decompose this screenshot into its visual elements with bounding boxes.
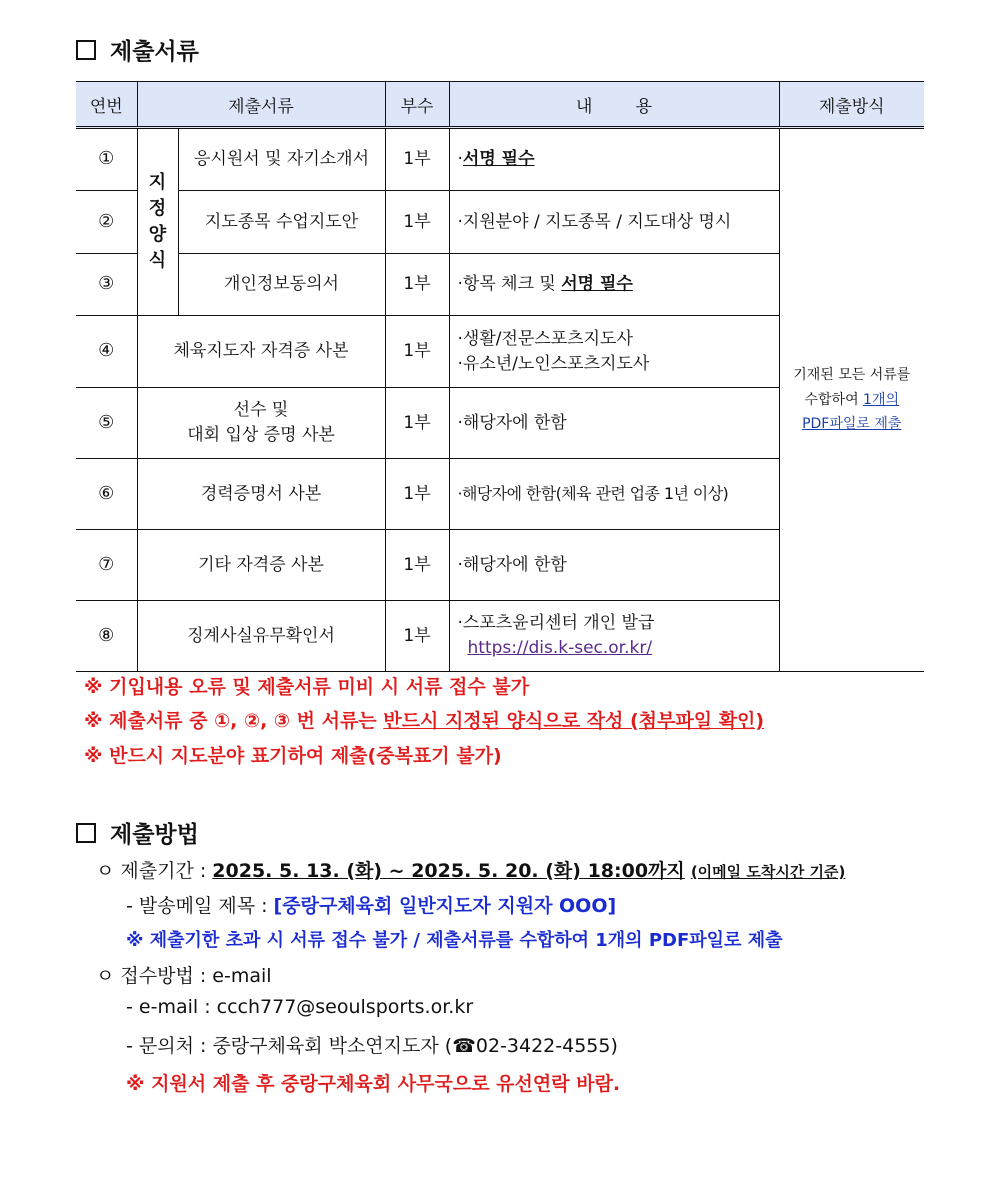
section-title-documents [76,33,199,66]
document-name: 기타 자격증 사본 [137,530,385,601]
note-2: ※ 제출서류 중 ①, ②, ③ 번 서류는 반드시 지정된 양식으로 작성 (첨부파일 확인) [84,710,765,732]
row-number: ⑤ [76,388,137,459]
row-number: ② [76,191,137,254]
note-3: ※ 반드시 지도분야 표기하여 제출(중복표기 불가) [84,745,502,767]
checkbox-square-icon [76,40,96,60]
document-name: 선수 및 대회 입상 증명 사본 [137,388,385,459]
phone-icon: ☎ [452,1035,476,1057]
checkbox-square-icon [76,823,96,843]
designated-form-label: 지 정 양 식 [137,128,178,316]
header-no: 연번 [76,82,137,128]
document-name: 경력증명서 사본 [137,459,385,530]
copy-count: 1부 [385,316,449,388]
deadline-note: ※ 제출기한 초과 시 서류 접수 불가 / 제출서류를 수합하여 1개의 PDF파일로 제출 [126,930,783,951]
document-content: ·스포츠윤리센터 개인 발급 https://dis.k-sec.or.kr/ [449,601,779,672]
submission-method: 기재된 모든 서류를 수합하여 1개의 PDF파일로 제출 [779,128,924,672]
copy-count: 1부 [385,191,449,254]
copy-count: 1부 [385,388,449,459]
section-title-text: 제출방법 [110,822,199,848]
email-address: - e-mail : ccch777@seoulsports.or.kr [126,996,474,1018]
row-number: ① [76,128,137,191]
document-name: 개인정보동의서 [178,254,385,316]
document-name: 징계사실유무확인서 [137,601,385,672]
copy-count: 1부 [385,128,449,191]
document-content: ·해당자에 한함 [449,388,779,459]
document-content: ·항목 체크 및 서명 필수 [449,254,779,316]
header-count: 부수 [385,82,449,128]
table-row [76,128,924,191]
final-note: ※ 지원서 제출 후 중랑구체육회 사무국으로 유선연락 바람. [126,1073,621,1095]
submission-period: ㅇ 제출기간 : 2025. 5. 13. (화) ~ 2025. 5. 20. (화) 18:00까지 (이메일 도착시간 기준) [96,860,846,882]
note-1: ※ 기입내용 오류 및 제출서류 미비 시 서류 접수 불가 [84,676,530,698]
copy-count: 1부 [385,254,449,316]
document-content: ·서명 필수 [449,128,779,191]
document-name: 응시원서 및 자기소개서 [178,128,385,191]
copy-count: 1부 [385,459,449,530]
copy-count: 1부 [385,530,449,601]
header-document: 제출서류 [137,82,385,128]
header-method: 제출방식 [779,82,924,128]
method-link-2: PDF파일로 제출 [802,416,902,433]
ethics-center-link[interactable]: https://dis.k-sec.or.kr/ [467,638,653,658]
documents-table [76,81,924,672]
receipt-method: ㅇ 접수방법 : e-mail [96,965,272,987]
document-name: 체육지도자 자격증 사본 [137,316,385,388]
contact-info: - 문의처 : 중랑구체육회 박소연지도자 (☎02-3422-4555) [126,1035,618,1057]
row-number: ④ [76,316,137,388]
table-header-row [76,82,924,128]
copy-count: 1부 [385,601,449,672]
row-number: ⑧ [76,601,137,672]
section-title-method [76,816,199,849]
method-link-1: 1개의 [863,391,900,408]
document-content: ·생활/전문스포츠지도사 ·유소년/노인스포츠지도사 [449,316,779,388]
row-number: ⑦ [76,530,137,601]
document-name: 지도종목 수업지도안 [178,191,385,254]
document-content: ·해당자에 한함 [449,530,779,601]
section-title-text: 제출서류 [110,39,199,65]
email-subject: - 발송메일 제목 : [중랑구체육회 일반지도자 지원자 OOO] [126,895,617,917]
document-content: ·해당자에 한함(체육 관련 업종 1년 이상) [449,459,779,530]
document-content: ·지원분야 / 지도종목 / 지도대상 명시 [449,191,779,254]
header-content: 내 용 [449,82,779,128]
row-number: ⑥ [76,459,137,530]
row-number: ③ [76,254,137,316]
